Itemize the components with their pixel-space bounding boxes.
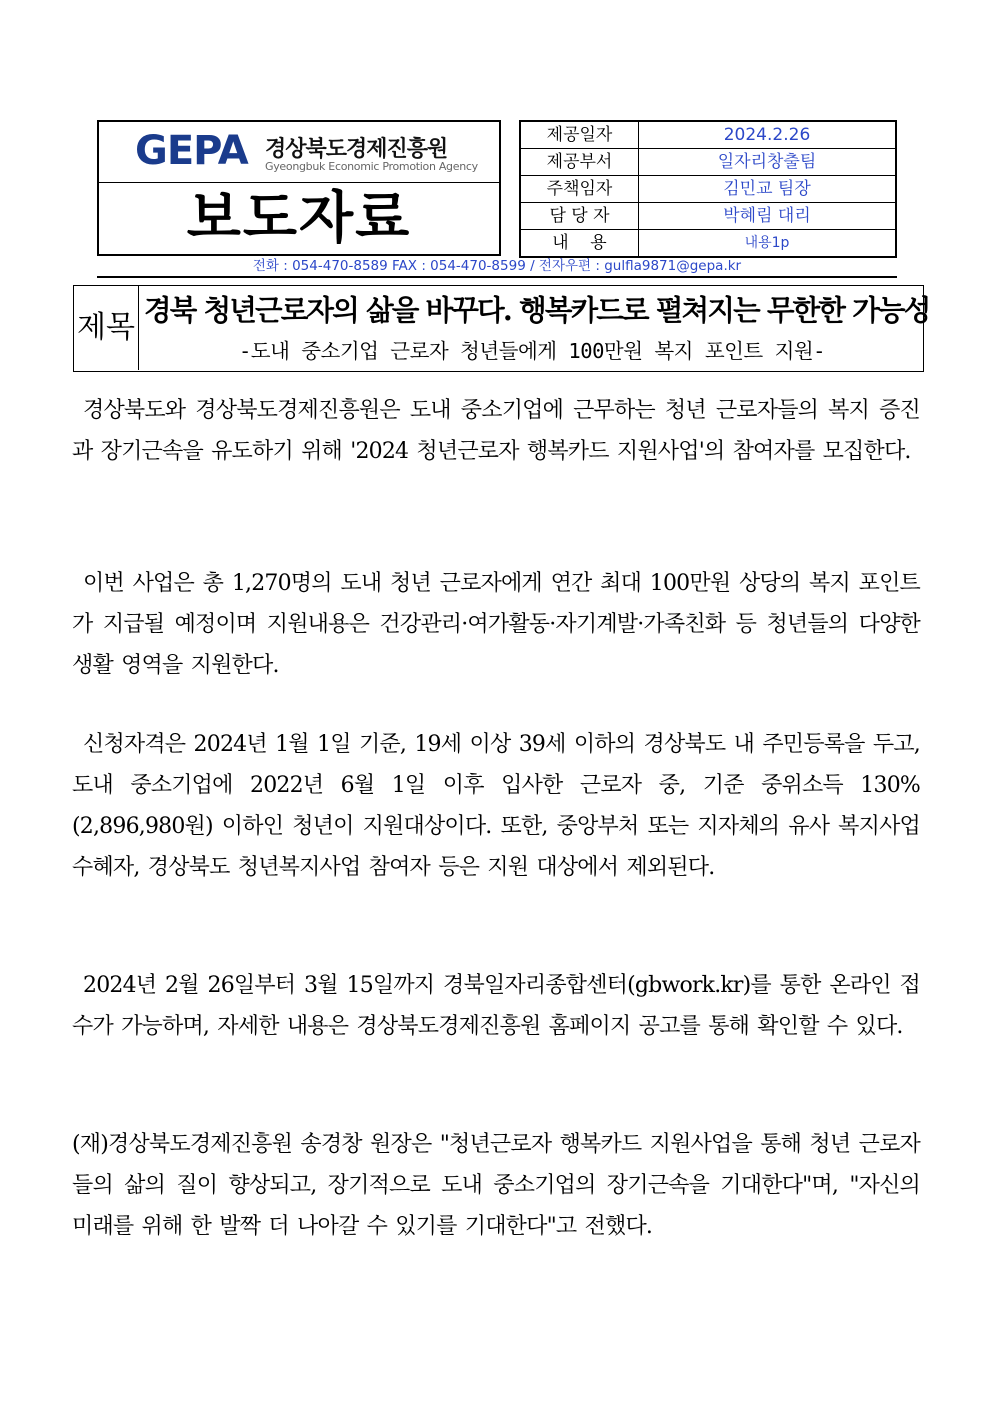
doc-type-title: 보도자료 xyxy=(186,186,412,251)
gepa-logo: GEPA xyxy=(135,128,248,174)
body-paragraph: 2024년 2월 26일부터 3월 15일까지 경북일자리종합센터(gbwork.kr)를 통한 온라인 접수가 가능하며, 자세한 내용은 경상북도경제진흥원 홈페이지 공고를 통해 확인할 수 있다. xyxy=(72,973,920,1039)
info-row xyxy=(520,230,896,258)
divider xyxy=(97,276,897,278)
info-row xyxy=(520,121,896,149)
title-label: 제목 xyxy=(74,286,139,370)
info-value: 일자리창출팀 xyxy=(639,149,897,176)
info-row xyxy=(520,149,896,176)
logo-row xyxy=(99,122,499,183)
info-key: 담 당 자 xyxy=(520,203,639,230)
body-paragraph: 신청자격은 2024년 1월 1일 기준, 19세 이상 39세 이하의 경상북도 내 주민등록을 두고, 도내 중소기업에 2022년 6월 1일 이후 입사한 근로자 중, 기준 중위소득 130%(2,896,980원) 이하인 청년이 지원대상이다. 또한, 중앙부처 또는 지자체의 유사 복지사업 수혜자, 경상북도 청년복지사업 참여자 등은 지원 대상에서 제외된다. xyxy=(72,732,920,880)
info-row xyxy=(520,203,896,230)
org-name-kr: 경상북도경제진흥원 xyxy=(265,137,448,162)
info-key: 제공부서 xyxy=(520,149,639,176)
title-box xyxy=(73,285,930,372)
org-name-en: Gyeongbuk Economic Promotion Agency xyxy=(265,160,478,173)
body-paragraph: 경상북도와 경상북도경제진흥원은 도내 중소기업에 근무하는 청년 근로자들의 복지 증진과 장기근속을 유도하기 위해 '2024 청년근로자 행복카드 지원사업'의 참여자를 모집한다. xyxy=(72,398,920,464)
info-value: 박혜림 대리 xyxy=(639,203,897,230)
subheadline: -도내 중소기업 근로자 청년들에게 100만원 복지 포인트 지원- xyxy=(238,339,826,363)
info-value: 2024.2.26 xyxy=(639,121,897,149)
info-key: 제공일자 xyxy=(520,121,639,149)
info-value: 김민교 팀장 xyxy=(639,176,897,203)
info-row xyxy=(520,176,896,203)
header-logo-box xyxy=(97,120,501,256)
info-table xyxy=(519,120,897,258)
contact-line: 전화 : 054-470-8589 FAX : 054-470-8599 / 전자우편 : gulfla9871@gepa.kr xyxy=(252,258,742,274)
info-value: 내용1p xyxy=(639,230,897,258)
body-paragraph: (재)경상북도경제진흥원 송경창 원장은 "청년근로자 행복카드 지원사업을 통해 청년 근로자들의 삶의 질이 향상되고, 장기적으로 도내 중소기업의 장기근속을 기대한다"며, "자신의 미래를 위해 한 발짝 더 나아갈 수 있기를 기대한다"고 전했다. xyxy=(72,1132,920,1239)
info-key: 내 용 xyxy=(520,230,639,258)
headline: 경북 청년근로자의 삶을 바꾸다. 행복카드로 펼쳐지는 무한한 가능성 xyxy=(144,293,930,327)
info-key: 주책임자 xyxy=(520,176,639,203)
body-paragraph: 이번 사업은 총 1,270명의 도내 청년 근로자에게 연간 최대 100만원 상당의 복지 포인트가 지급될 예정이며 지원내용은 건강관리·여가활동·자기계발·가족친화 등 청년들의 다양한 생활 영역을 지원한다. xyxy=(72,571,920,678)
